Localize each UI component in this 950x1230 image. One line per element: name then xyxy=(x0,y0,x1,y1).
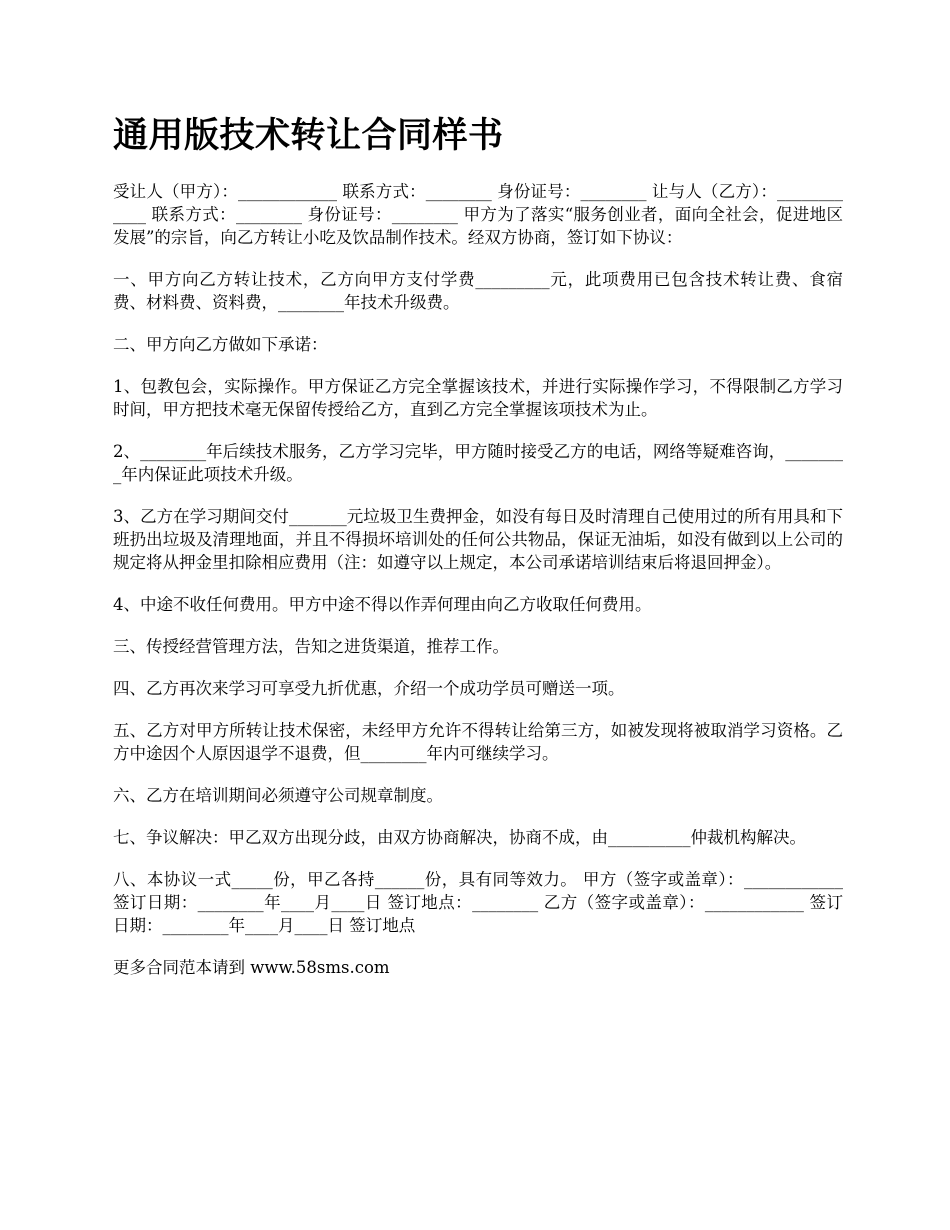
clause-8-signature-paragraph: 八、本协议一式_____份，甲乙各持______份，具有同等效力。 甲方（签字或盖章）：____________ 签订日期：________年____月____日 签订地点：________ 乙方（签字或盖章）：____________ 签订日期：________年____月____日 签订地点 xyxy=(113,870,843,935)
contract-document xyxy=(113,108,843,998)
clause-5-paragraph: 五、乙方对甲方所转让技术保密，未经甲方允许不得转让给第三方，如被发现将被取消学习资格。乙方中途因个人原因退学不退费，但________年内可继续学习。 xyxy=(113,721,843,763)
footer-note: 更多合同范本请到 www.58sms.com xyxy=(113,958,390,977)
document-title: 通用版技术转让合同样书 xyxy=(113,116,504,156)
clause-2-item-4: 4、中途不收任何费用。甲方中途不得以作弄何理由向乙方收取任何费用。 xyxy=(113,595,652,614)
clause-2-item-2: 2、________年后续技术服务，乙方学习完毕，甲方随时接受乙方的电话，网络等疑难咨询，________年内保证此项技术升级。 xyxy=(113,442,843,484)
clause-6-paragraph: 六、乙方在培训期间必须遵守公司规章制度。 xyxy=(113,786,443,805)
clause-2-heading: 二、甲方向乙方做如下承诺： xyxy=(113,335,328,354)
intro-paragraph: 受让人（甲方）：____________ 联系方式：________ 身份证号：________ 让与人（乙方）：____________ 联系方式：________ 身份证号：________ 甲方为了落实“服务创业者，面向全社会，促进地区发展”的宗旨，向乙方转让小吃及饮品制作技术。经双方协商，签订如下协议： xyxy=(113,182,843,247)
clause-2-item-3: 3、乙方在学习期间交付_______元垃圾卫生费押金，如没有每日及时清理自己使用过的所有用具和下班扔出垃圾及清理地面，并且不得损坏培训处的任何公共物品，保证无油垢，如没有做到以上公司的规定将从押金里扣除相应费用（注：如遵守以上规定，本公司承诺培训结束后将退回押金）。 xyxy=(113,507,843,572)
clause-7-paragraph: 七、争议解决：甲乙双方出现分歧，由双方协商解决，协商不成，由__________仲裁机构解决。 xyxy=(113,828,806,847)
clause-2-item-1: 1、包教包会，实际操作。甲方保证乙方完全掌握该技术，并进行实际操作学习，不得限制乙方学习时间，甲方把技术毫无保留传授给乙方，直到乙方完全掌握该项技术为止。 xyxy=(113,377,843,419)
clause-4-paragraph: 四、乙方再次来学习可享受九折优惠，介绍一个成功学员可赠送一项。 xyxy=(113,679,625,698)
clause-3-paragraph: 三、传授经营管理方法，告知之进货渠道，推荐工作。 xyxy=(113,637,509,656)
clause-1-paragraph: 一、甲方向乙方转让技术，乙方向甲方支付学费_________元，此项费用已包含技术转让费、食宿费、材料费、资料费，________年技术升级费。 xyxy=(113,270,843,312)
